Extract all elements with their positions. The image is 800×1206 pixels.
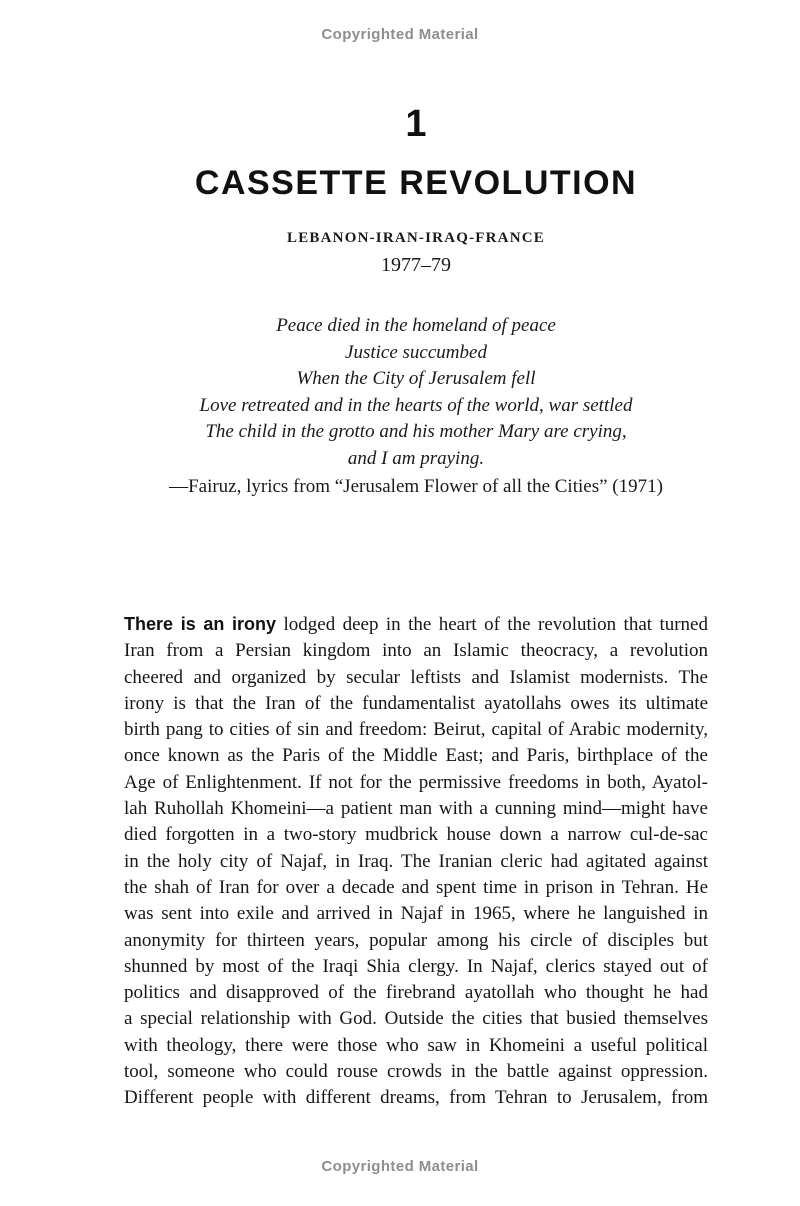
epigraph-line: When the City of Jerusalem fell xyxy=(296,368,536,390)
epigraph-line: Peace died in the homeland of peace xyxy=(276,315,556,336)
chapter-title: CASSETTE REVOLUTION xyxy=(194,164,638,202)
body-lines-container xyxy=(124,638,708,1111)
body-line-text: lodged deep in the heart of the revolution that turned xyxy=(276,614,708,635)
epigraph-poem xyxy=(124,313,708,473)
body-line: once known as the Paris of the Middle East; and Paris, birthplace of the xyxy=(124,745,708,767)
body-line: Age of Enlightenment. If not for the permissive freedoms in both, Ayatol- xyxy=(124,771,708,793)
epigraph-attribution: —Fairuz, lyrics from “Jerusalem Flower of all the Cities” (1971) xyxy=(169,476,663,497)
body-line: Iran from a Persian kingdom into an Islamic theocracy, a revolution xyxy=(124,640,708,662)
body-line: with theology, there were those who saw in Khomeini a useful political xyxy=(124,1034,708,1056)
body-line: tool, someone who could rouse crowds in the battle against oppression. xyxy=(124,1061,708,1083)
body-line: cheered and organized by secular leftists and Islamist modernists. The xyxy=(124,666,708,688)
body-line: in the holy city of Najaf, in Iraq. The Iranian cleric had agitated against xyxy=(124,850,708,872)
body-line: lah Ruhollah Khomeini—a patient man with a cunning mind—might have xyxy=(124,798,708,820)
epigraph-line: Love retreated and in the hearts of the world, war settled xyxy=(199,394,633,416)
body-line: shunned by most of the Iraqi Shia clergy. In Najaf, clerics stayed out of xyxy=(124,955,708,977)
epigraph-line: and I am praying. xyxy=(347,447,485,469)
copyright-notice-top: Copyrighted Material xyxy=(321,26,479,43)
body-line: a special relationship with God. Outside the cities that busied themselves xyxy=(124,1008,708,1030)
chapter-number: 1 xyxy=(405,103,427,145)
epigraph-line: Justice succumbed xyxy=(345,341,487,363)
body-line: anonymity for thirteen years, popular among his circle of disciples but xyxy=(124,929,708,951)
body-paragraph xyxy=(124,611,708,1112)
body-line: died forgotten in a two-story mudbrick house down a narrow cul-de-sac xyxy=(124,824,708,846)
body-line: Different people with different dreams, from Tehran to Jerusalem, from xyxy=(124,1087,708,1109)
chapter-locations: LEBANON-IRAN-IRAQ-FRANCE xyxy=(287,230,545,246)
copyright-notice-bottom: Copyrighted Material xyxy=(321,1158,479,1175)
body-line: irony is that the Iran of the fundamentalist ayatollahs owes its ultimate xyxy=(124,692,708,714)
body-line: the shah of Iran for over a decade and spent time in prison in Tehran. He xyxy=(124,876,708,898)
lead-in-phrase: There is an irony xyxy=(124,614,277,634)
body-line xyxy=(124,611,708,638)
body-line: politics and disapproved of the firebrand ayatollah who thought he had xyxy=(124,982,708,1004)
epigraph-line: The child in the grotto and his mother Mary are crying, xyxy=(205,421,627,443)
body-line: was sent into exile and arrived in Najaf in 1965, where he languished in xyxy=(124,903,708,925)
chapter-years: 1977–79 xyxy=(381,254,451,276)
body-line: birth pang to cities of sin and freedom: Beirut, capital of Arabic modernity, xyxy=(124,719,708,741)
